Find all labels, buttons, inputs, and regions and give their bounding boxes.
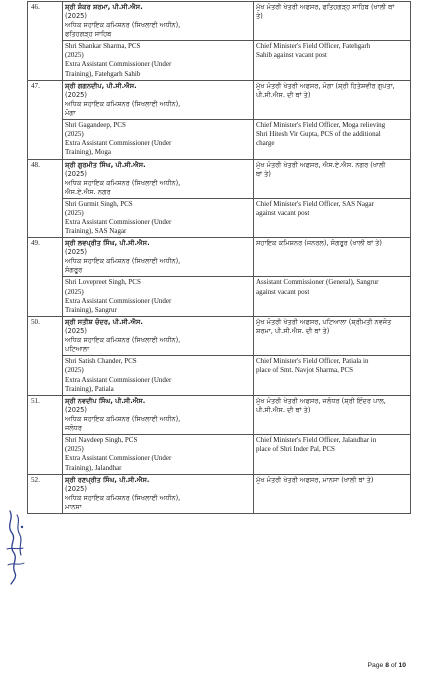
new-posting-punjabi bbox=[254, 238, 411, 277]
officer-name-english: Shri Satish Chander, PCS bbox=[65, 357, 137, 366]
officer-name-punjabi: ਸ਼੍ਰੀ ਸ਼ੰਕਰ ਸ਼ਰਮਾ, ਪੀ.ਸੀ.ਐਸ. bbox=[65, 3, 143, 11]
officer-details-punjabi bbox=[63, 474, 254, 513]
officer-station-punjabi: ਮੋਗਾ bbox=[65, 108, 76, 117]
officer-station-english: Training), Sangrur bbox=[65, 306, 117, 315]
officer-station-english: Training), SAS Nagar bbox=[65, 227, 127, 236]
new-posting-punjabi bbox=[254, 159, 411, 198]
officer-name-english: Shri Shankar Sharma, PCS bbox=[65, 42, 141, 50]
new-posting-punjabi-line: ਮੁੱਖ ਮੰਤਰੀ ਖੇਤਰੀ ਅਫਸਰ, ਪਟਿਆਲਾ (ਸ਼੍ਰੀਮਤੀ ਨਵਜੋਤ bbox=[256, 318, 392, 327]
officer-designation-english: Extra Assistant Commissioner (Under bbox=[65, 454, 172, 463]
officer-station-english: Training), Jalandhar bbox=[65, 463, 122, 472]
officer-batch-english: (2025) bbox=[65, 366, 84, 375]
officer-details-english bbox=[63, 198, 254, 238]
officer-name-english: Shri Gurmit Singh, PCS bbox=[65, 199, 133, 208]
new-posting-english-line: against vacant post bbox=[256, 287, 310, 296]
officer-batch-punjabi: (2025) bbox=[65, 169, 87, 178]
officer-details-punjabi bbox=[63, 2, 254, 41]
page-label: Page bbox=[367, 662, 384, 669]
entry-number: 48. bbox=[28, 159, 63, 238]
officer-designation-english: Extra Assistant Commissioner (Under bbox=[65, 218, 172, 227]
new-posting-english-line: Chief Minister's Field Officer, Moga relieving bbox=[256, 120, 386, 129]
new-posting-english-line: Assistant Commissioner (General), Sangrur bbox=[256, 278, 379, 287]
officer-batch-english: (2025) bbox=[65, 51, 84, 60]
officer-designation-punjabi: ਅਧਿਕ ਸਹਾਇਕ ਕਮਿਸ਼ਨਰ (ਸਿਖਲਾਈ ਅਧੀਨ), bbox=[65, 21, 181, 29]
officer-name-punjabi: ਸ਼੍ਰੀ ਸਤੀਸ਼ ਚੰਦਰ, ਪੀ.ਸੀ.ਐਸ. bbox=[65, 318, 143, 327]
new-posting-english-line: Chief Minister's Field Officer, Patiala in bbox=[256, 357, 369, 366]
officer-name-punjabi: ਸ਼੍ਰੀ ਗਗਨਦੀਪ, ਪੀ.ਸੀ.ਐਸ. bbox=[65, 81, 137, 90]
officer-batch-english: (2025) bbox=[65, 287, 84, 296]
new-posting-punjabi-line: ਮੁੱਖ ਮੰਤਰੀ ਖੇਤਰੀ ਅਫਸਰ, ਜਲੰਧਰ (ਸ਼੍ਰੀ ਇੰਦਰ ਪਾਲ, bbox=[256, 397, 386, 406]
entry-row-punjabi bbox=[28, 317, 411, 356]
officer-batch-english: (2025) bbox=[65, 445, 84, 454]
entry-number: 51. bbox=[28, 396, 63, 475]
officer-batch-english: (2025) bbox=[65, 208, 84, 217]
entry-row-punjabi bbox=[28, 80, 411, 119]
new-posting-punjabi-line: ਪੀ.ਸੀ.ਐਸ. ਦੀ ਥਾਂ ਤੇ) bbox=[256, 90, 311, 99]
officer-details-english bbox=[63, 435, 254, 475]
new-posting-english-line: Chief Minister's Field Officer, SAS Nagar bbox=[256, 199, 374, 208]
officer-name-punjabi: ਸ਼੍ਰੀ ਗੁਰਮੀਤ ਸਿੰਘ, ਪੀ.ਸੀ.ਐਸ. bbox=[65, 160, 146, 169]
new-posting-english bbox=[254, 356, 411, 396]
new-posting-punjabi-line: ਸਹਾਇਕ ਕਮਿਸ਼ਨਰ (ਜਨਰਲ), ਸੰਗਰੂਰ (ਖਾਲੀ ਥਾਂ ਤੇ) bbox=[256, 239, 382, 248]
entry-number: 49. bbox=[28, 238, 63, 317]
officer-details-punjabi bbox=[63, 80, 254, 119]
new-posting-punjabi-line: ਪੀ.ਸੀ.ਐਸ. ਦੀ ਥਾਂ ਤੇ) bbox=[256, 406, 311, 415]
officer-station-english: Training), Patiala bbox=[65, 384, 114, 393]
officer-designation-english: Extra Assistant Commissioner (Under bbox=[65, 60, 172, 69]
officer-designation-english: Extra Assistant Commissioner (Under bbox=[65, 375, 172, 384]
officer-station-punjabi: ਜਲੰਧਰ bbox=[65, 424, 83, 433]
new-posting-punjabi bbox=[254, 80, 411, 119]
entry-row-english bbox=[28, 41, 411, 81]
new-posting-english-line: Chief Minister's Field Officer, Jalandhar in bbox=[256, 436, 377, 445]
officer-name-punjabi: ਸ਼੍ਰੀ ਨਵਦੀਪ ਸਿੰਘ, ਪੀ.ਸੀ.ਐਸ. bbox=[65, 397, 146, 406]
officer-batch-english: (2025) bbox=[65, 130, 84, 139]
new-posting-english-line: Shri Hitesh Vir Gupta, PCS of the additional bbox=[256, 130, 381, 139]
officer-station-english: Training), Fatehgarh Sahib bbox=[65, 69, 141, 78]
officer-batch-punjabi: (2025) bbox=[65, 327, 87, 336]
officer-batch-punjabi: (2025) bbox=[65, 90, 87, 99]
officer-designation-punjabi: ਅਧਿਕ ਸਹਾਇਕ ਕਮਿਸ਼ਨਰ (ਸਿਖਲਾਈ ਅਧੀਨ), bbox=[65, 493, 181, 502]
officer-batch-punjabi: (2025) bbox=[65, 248, 87, 257]
officer-details-punjabi bbox=[63, 396, 254, 435]
officer-station-punjabi: ਪਟਿਆਲਾ bbox=[65, 345, 90, 354]
new-posting-punjabi bbox=[254, 396, 411, 435]
officer-details-punjabi bbox=[63, 159, 254, 198]
officer-details-english bbox=[63, 41, 254, 81]
entry-row-english bbox=[28, 356, 411, 396]
entry-row-punjabi bbox=[28, 238, 411, 277]
entry-row-english bbox=[28, 198, 411, 238]
officer-station-punjabi: ਮਾਨਸਾ bbox=[65, 502, 82, 511]
officer-designation-punjabi: ਅਧਿਕ ਸਹਾਇਕ ਕਮਿਸ਼ਨਰ (ਸਿਖਲਾਈ ਅਧੀਨ), bbox=[65, 336, 181, 345]
new-posting-english-line: Sahib against vacant post bbox=[256, 51, 327, 60]
new-posting-punjabi bbox=[254, 2, 411, 41]
officer-name-english: Shri Gagandeep, PCS bbox=[65, 120, 126, 129]
new-posting-english bbox=[254, 277, 411, 317]
entry-row-punjabi bbox=[28, 2, 411, 41]
entry-row-english bbox=[28, 277, 411, 317]
officer-station-punjabi: ਫਤਿਹਗੜ੍ਹ ਸਾਹਿਬ bbox=[65, 30, 112, 38]
new-posting-punjabi-line: ਥਾਂ ਤੇ) bbox=[256, 169, 271, 178]
posting-orders-table bbox=[27, 1, 411, 514]
officer-details-punjabi bbox=[63, 238, 254, 277]
entry-row-english bbox=[28, 435, 411, 475]
posting-orders-body bbox=[28, 2, 411, 514]
officer-details-punjabi bbox=[63, 317, 254, 356]
officer-name-english: Shri Lovepreet Singh, PCS bbox=[65, 278, 141, 287]
officer-designation-punjabi: ਅਧਿਕ ਸਹਾਇਕ ਕਮਿਸ਼ਨਰ (ਸਿਖਲਾਈ ਅਧੀਨ), bbox=[65, 257, 181, 266]
officer-designation-punjabi: ਅਧਿਕ ਸਹਾਇਕ ਕਮਿਸ਼ਨਰ (ਸਿਖਲਾਈ ਅਧੀਨ), bbox=[65, 415, 181, 424]
page-footer bbox=[367, 662, 406, 669]
entry-row-punjabi bbox=[28, 159, 411, 198]
officer-designation-punjabi: ਅਧਿਕ ਸਹਾਇਕ ਕਮਿਸ਼ਨਰ (ਸਿਖਲਾਈ ਅਧੀਨ), bbox=[65, 99, 181, 108]
new-posting-english-line: against vacant post bbox=[256, 208, 310, 217]
officer-name-english: Shri Navdeep Singh, PCS bbox=[65, 436, 138, 445]
new-posting-punjabi-line: ਮੁੱਖ ਮੰਤਰੀ ਖੇਤਰੀ ਅਫਸਰ, ਐਸ.ਏ.ਐਸ. ਨਗਰ (ਖਾਲੀ bbox=[256, 160, 386, 169]
officer-batch-punjabi: (2025) bbox=[65, 484, 87, 493]
officer-name-punjabi: ਸ਼੍ਰੀ ਲਵਪ੍ਰੀਤ ਸਿੰਘ, ਪੀ.ਸੀ.ਐਸ. bbox=[65, 239, 150, 248]
new-posting-english-line: charge bbox=[256, 139, 275, 148]
officer-station-punjabi: ਐਸ.ਏ.ਐਸ. ਨਗਰ bbox=[65, 187, 111, 196]
entry-number: 46. bbox=[28, 2, 63, 81]
entry-number: 50. bbox=[28, 317, 63, 396]
page-of-label: of bbox=[390, 662, 397, 669]
entry-row-punjabi bbox=[28, 474, 411, 513]
new-posting-punjabi bbox=[254, 317, 411, 356]
entry-number: 52. bbox=[28, 474, 63, 513]
new-posting-punjabi-line: ਸ਼ਰਮਾ, ਪੀ.ਸੀ.ਐਸ. ਦੀ ਥਾਂ ਤੇ) bbox=[256, 327, 330, 336]
officer-name-punjabi: ਸ਼੍ਰੀ ਰਣਪ੍ਰੀਤ ਸਿੰਘ, ਪੀ.ਸੀ.ਐਸ. bbox=[65, 475, 150, 484]
officer-details-english bbox=[63, 277, 254, 317]
new-posting-english-line: place of Shri Inder Pal, PCS bbox=[256, 445, 335, 454]
officer-batch-punjabi: (2025) bbox=[65, 12, 87, 20]
officer-details-english bbox=[63, 119, 254, 159]
entry-number: 47. bbox=[28, 80, 63, 159]
officer-batch-punjabi: (2025) bbox=[65, 406, 87, 415]
handwritten-signature-icon bbox=[2, 505, 28, 587]
officer-designation-punjabi: ਅਧਿਕ ਸਹਾਇਕ ਕਮਿਸ਼ਨਰ (ਸਿਖਲਾਈ ਅਧੀਨ), bbox=[65, 178, 181, 187]
officer-details-english bbox=[63, 356, 254, 396]
new-posting-english bbox=[254, 198, 411, 238]
new-posting-english-line: place of Smt. Navjot Sharma, PCS bbox=[256, 366, 354, 375]
new-posting-english bbox=[254, 41, 411, 81]
new-posting-punjabi-line: ਮੁੱਖ ਮੰਤਰੀ ਖੇਤਰੀ ਅਫਸਰ, ਮਾਨਸਾ (ਖਾਲੀ ਥਾਂ ਤੇ) bbox=[256, 475, 374, 484]
entry-row-punjabi bbox=[28, 396, 411, 435]
new-posting-english-line: Chief Minister's Field Officer, Fatehgarh bbox=[256, 42, 371, 50]
officer-designation-english: Extra Assistant Commissioner (Under bbox=[65, 139, 172, 148]
new-posting-punjabi-line: ਮੁੱਖ ਮੰਤਰੀ ਖੇਤਰੀ ਅਫਸਰ, ਫਤਿਹਗੜ੍ਹ ਸਾਹਿਬ (ਖਾਲੀ ਥਾਂ bbox=[256, 3, 395, 11]
new-posting-punjabi-line: ਮੁੱਖ ਮੰਤਰੀ ਖੇਤਰੀ ਅਫਸਰ, ਮੋਗਾ (ਸ਼੍ਰੀ ਹਿਤੇਸ਼ਵੀਰ ਗੁਪਤਾ, bbox=[256, 81, 395, 90]
officer-designation-english: Extra Assistant Commissioner (Under bbox=[65, 296, 172, 305]
page-number: 8 bbox=[385, 662, 389, 669]
officer-station-punjabi: ਸੰਗਰੂਰ bbox=[65, 266, 83, 275]
new-posting-english bbox=[254, 119, 411, 159]
entry-row-english bbox=[28, 119, 411, 159]
new-posting-english bbox=[254, 435, 411, 475]
new-posting-punjabi bbox=[254, 474, 411, 513]
officer-station-english: Training), Moga bbox=[65, 148, 112, 157]
page-total: 10 bbox=[398, 662, 406, 669]
new-posting-punjabi-line: ਤੇ) bbox=[256, 12, 263, 20]
